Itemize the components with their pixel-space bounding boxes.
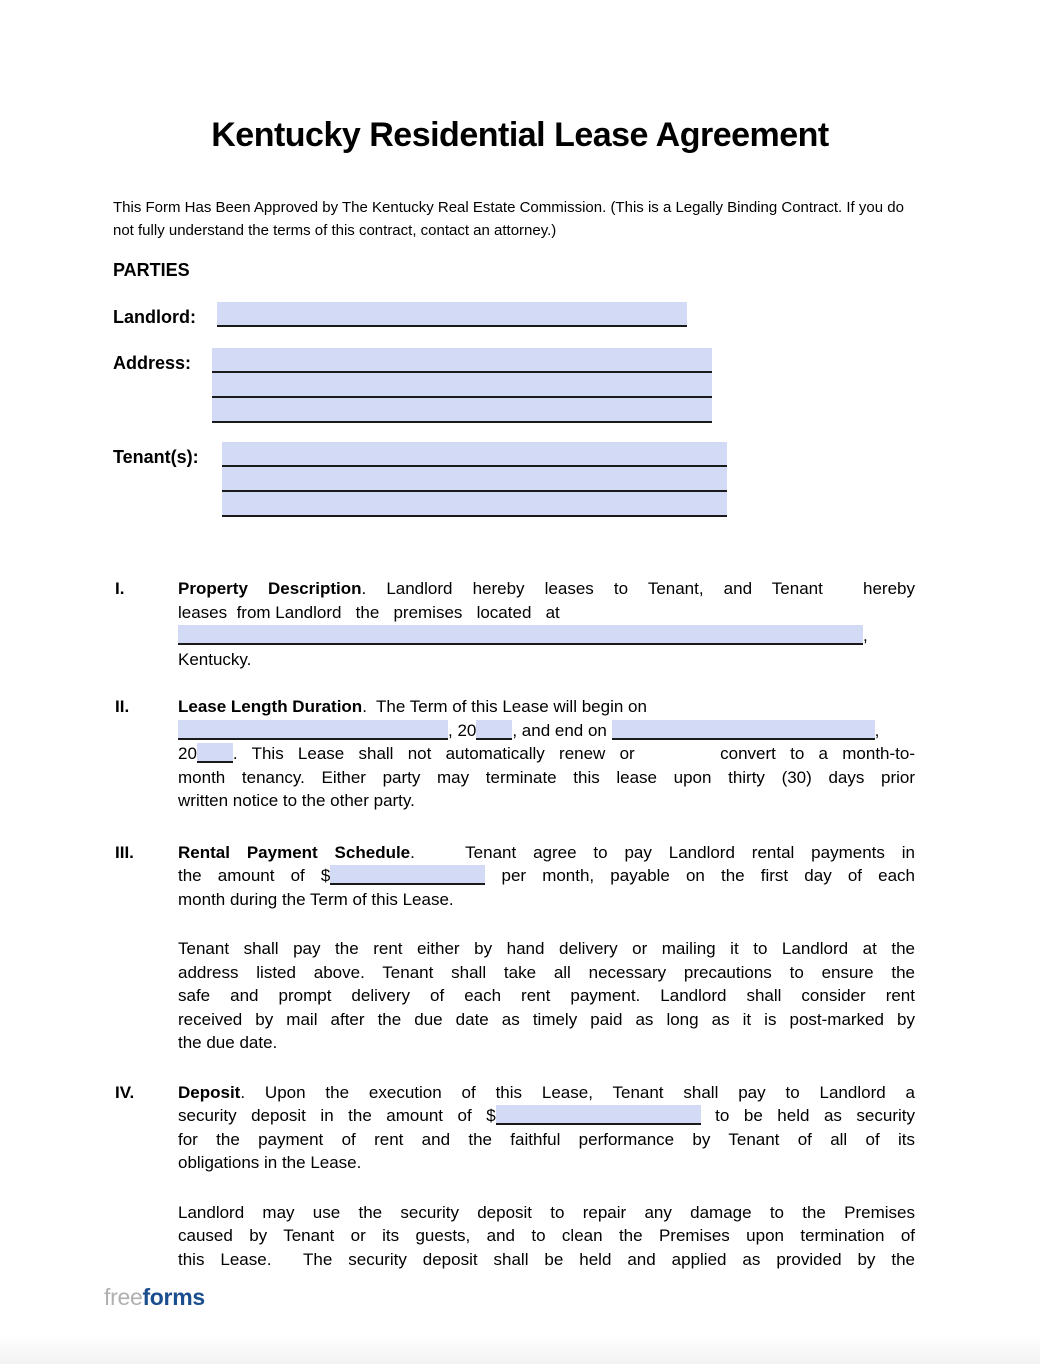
section-iii-line-2 bbox=[178, 864, 915, 888]
page-bottom-edge bbox=[0, 1336, 1040, 1364]
body-text: 20 bbox=[178, 744, 197, 763]
section-iv-heading: Deposit bbox=[178, 1082, 241, 1102]
section-i-line-4: Kentucky. bbox=[178, 649, 252, 669]
body-text: . Upon the execution of this Lease, Tenant shall pay to Landlord a bbox=[240, 1082, 915, 1102]
body-text: to be held as security bbox=[700, 1106, 915, 1125]
body-text: . This Lease shall not automatically renew or convert to a month-to- bbox=[232, 744, 915, 763]
section-ii-line-2 bbox=[178, 719, 915, 743]
lease-begin-year-field[interactable] bbox=[476, 720, 512, 740]
address-field-line-1[interactable] bbox=[212, 348, 712, 373]
section-iv-para2-line-3: this Lease. The security deposit shall be held and applied as provided by the bbox=[178, 1249, 915, 1269]
freeforms-logo-forms-text: forms bbox=[142, 1284, 205, 1310]
section-iii-para2-line-5: the due date. bbox=[178, 1033, 278, 1052]
section-iii-number: III. bbox=[115, 842, 134, 862]
body-text: , and end on bbox=[512, 720, 612, 740]
section-iv-line-1 bbox=[178, 1081, 915, 1105]
section-i-heading: Property Description bbox=[178, 579, 362, 598]
body-text: . Landlord hereby leases to Tenant, and Tenant hereby bbox=[361, 579, 915, 598]
lease-end-year-field[interactable] bbox=[197, 743, 233, 763]
freeforms-logo bbox=[104, 1284, 205, 1310]
section-ii-line-4: month tenancy. Either party may terminate this lease upon thirty (30) days prior bbox=[178, 767, 915, 787]
section-i-line-1 bbox=[178, 577, 915, 601]
disclaimer-text: This Form Has Been Approved by The Kentucky Real Estate Commission. (This is a Legally Binding Contract. If you do not fully understand the terms of this contract, contact an attorney.) bbox=[113, 199, 904, 239]
section-iii-para2-line-2: address listed above. Tenant shall take all necessary precautions to ensure the bbox=[178, 962, 915, 982]
security-deposit-amount-field[interactable] bbox=[496, 1105, 701, 1125]
lease-end-date-field[interactable] bbox=[612, 720, 875, 740]
body-text: . Tenant agree to pay Landlord rental payments in bbox=[410, 842, 915, 862]
section-iv-deposit bbox=[115, 1081, 1040, 1272]
section-iv-para2-line-1: Landlord may use the security deposit to repair any damage to the Premises bbox=[178, 1202, 915, 1222]
section-ii-line-3 bbox=[178, 742, 915, 766]
address-field-line-3[interactable] bbox=[212, 398, 712, 423]
document-title: Kentucky Residential Lease Agreement bbox=[211, 116, 829, 154]
body-text: the amount of $ bbox=[178, 866, 331, 885]
section-ii-number: II. bbox=[115, 697, 130, 716]
body-text: . The Term of this Lease will begin on bbox=[362, 697, 647, 716]
tenant-names-field-line-1[interactable] bbox=[222, 442, 727, 467]
section-ii-lease-length-duration bbox=[115, 695, 1040, 813]
landlord-row bbox=[113, 302, 1040, 329]
address-field-line-2[interactable] bbox=[212, 373, 712, 398]
address-row bbox=[113, 348, 1040, 423]
premises-address-field[interactable] bbox=[178, 625, 863, 645]
tenant-names-field-line-3[interactable] bbox=[222, 492, 727, 517]
section-i-line-2: leases from Landlord the premises located at bbox=[178, 602, 560, 622]
parties-heading: PARTIES bbox=[113, 260, 190, 280]
lease-begin-date-field[interactable] bbox=[178, 720, 448, 740]
section-iii-para2-line-1: Tenant shall pay the rent either by hand delivery or mailing it to Landlord at the bbox=[178, 939, 915, 958]
body-text: security deposit in the amount of $ bbox=[178, 1106, 496, 1125]
section-iii-para2-line-4: received by mail after the due date as timely paid as long as it is post-marked by bbox=[178, 1009, 915, 1029]
section-iv-number: IV. bbox=[115, 1082, 135, 1102]
section-iii-line-3: month during the Term of this Lease. bbox=[178, 889, 454, 909]
section-iv-line-2 bbox=[178, 1104, 915, 1128]
body-text: , bbox=[874, 720, 880, 740]
section-i-property-description bbox=[115, 577, 1040, 671]
tenant-names-field-line-2[interactable] bbox=[222, 467, 727, 492]
section-ii-line-1 bbox=[178, 695, 915, 719]
body-text: , 20 bbox=[448, 720, 477, 740]
body-text: , bbox=[863, 626, 868, 645]
section-iv-line-4: obligations in the Lease. bbox=[178, 1153, 362, 1172]
section-iii-line-1 bbox=[178, 841, 915, 865]
section-iv-line-3: for the payment of rent and the faithful performance by Tenant of all of its bbox=[178, 1129, 915, 1149]
section-iii-rental-payment-schedule bbox=[115, 841, 1040, 1055]
landlord-name-field[interactable] bbox=[217, 302, 687, 327]
section-ii-heading: Lease Length Duration bbox=[178, 697, 363, 716]
address-label: Address: bbox=[113, 353, 192, 373]
tenants-row bbox=[113, 442, 1040, 517]
section-iii-heading: Rental Payment Schedule bbox=[178, 842, 411, 862]
body-text: per month, payable on the first day of each bbox=[485, 866, 915, 885]
landlord-label: Landlord: bbox=[113, 307, 196, 327]
freeforms-logo-free-text: free bbox=[104, 1284, 143, 1310]
section-ii-line-5: written notice to the other party. bbox=[178, 791, 415, 810]
section-i-number: I. bbox=[115, 579, 125, 598]
section-iii-para2-line-3: safe and prompt delivery of each rent payment. Landlord shall consider rent bbox=[178, 986, 915, 1005]
monthly-rent-amount-field[interactable] bbox=[330, 865, 485, 885]
section-i-line-3 bbox=[178, 624, 915, 648]
section-iv-para2-line-2: caused by Tenant or its guests, and to clean the Premises upon termination of bbox=[178, 1226, 915, 1245]
tenants-label: Tenant(s): bbox=[113, 447, 199, 467]
